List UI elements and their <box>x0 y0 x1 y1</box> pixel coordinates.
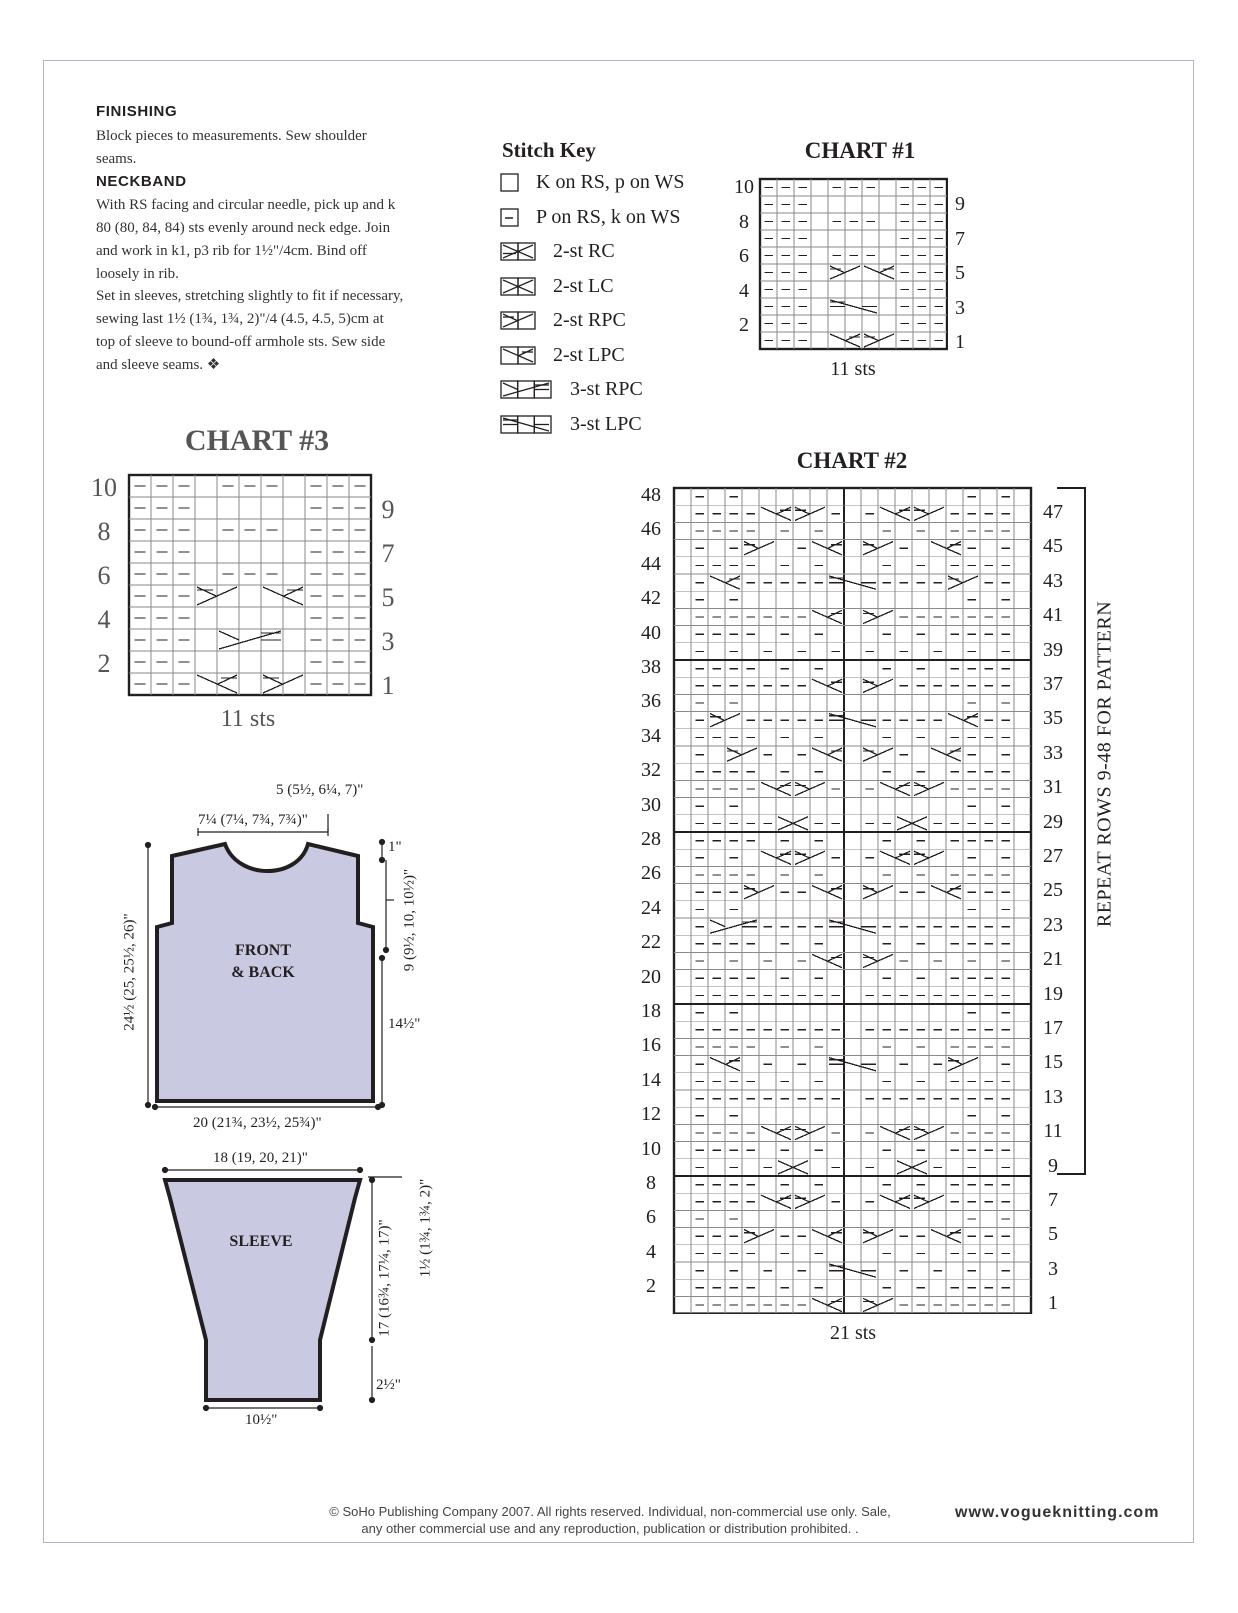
row-number: 28 <box>641 828 661 850</box>
stitch-key-label: K on RS, p on WS <box>536 171 685 193</box>
finishing-heading: FINISHING <box>96 103 178 120</box>
stitch-key-label: 3-st LPC <box>570 412 642 435</box>
stitch-key-label: P on RS, k on WS <box>536 205 681 228</box>
row-number: 16 <box>641 1034 661 1057</box>
neck-width-label: 5 (5½, 6¼, 7)" <box>276 782 364 798</box>
schematic-drawing <box>110 780 450 1420</box>
stitch-key-label: 2-st LPC <box>553 343 625 366</box>
row-number: 10 <box>91 473 117 502</box>
upper-arm-label: 18 (19, 20, 21)" <box>213 1150 308 1166</box>
row-number: 37 <box>1043 673 1063 695</box>
front-label: FRONT <box>235 942 291 959</box>
copyright-line-2: any other commercial use and any reproduction, publication or distribution prohibited. . <box>361 1521 859 1536</box>
row-number: 4 <box>739 279 749 302</box>
row-number: 19 <box>1043 982 1063 1005</box>
row-number: 43 <box>1043 569 1063 592</box>
cable-3st-lpc-mark <box>829 920 876 933</box>
row-number: 11 <box>1043 1120 1063 1143</box>
stitch-key-title: Stitch Key <box>502 138 596 162</box>
copyright-line-1: © SoHo Publishing Company 2007. All rights reserved. Individual, non-commercial use only. Sale, <box>329 1504 891 1519</box>
cable-3st-rpc-mark <box>710 920 757 933</box>
row-number: 3 <box>381 627 395 656</box>
knit-symbol-icon <box>500 173 519 193</box>
row-number: 42 <box>641 587 661 610</box>
cable-3st-lpc-mark <box>829 576 876 589</box>
chart2-title: CHART #2 <box>796 448 908 473</box>
row-number: 5 <box>955 262 965 284</box>
stitch-key-label: 2-st LC <box>553 274 614 297</box>
sleeve-label: SLEEVE <box>229 1233 293 1250</box>
side-length-label: 14½" <box>388 1016 421 1032</box>
row-number: 44 <box>641 552 661 575</box>
chart3-stitch-count: 11 sts <box>220 706 276 732</box>
row-number: 1 <box>381 671 395 700</box>
cuff-length-label: 2½" <box>376 1377 401 1393</box>
total-length-label: 24½ (25, 25½, 26)" <box>121 913 138 1031</box>
chart2-grid <box>672 486 1035 1314</box>
row-number: 27 <box>1043 845 1063 867</box>
row-number: 23 <box>1043 913 1063 936</box>
row-number: 34 <box>641 724 661 747</box>
row-number: 3 <box>1048 1257 1058 1280</box>
finishing-text: Block pieces to measurements. Sew shoulder seams. <box>96 128 367 167</box>
row-number: 29 <box>1043 810 1063 833</box>
row-number: 47 <box>1043 501 1063 523</box>
row-number: 30 <box>641 793 661 816</box>
row-number: 25 <box>1043 879 1063 902</box>
back-label: & BACK <box>231 964 295 981</box>
cable-3st-lpc-mark <box>829 1058 876 1071</box>
stitch-key-label: 2-st RPC <box>553 309 626 331</box>
row-number: 2 <box>646 1275 656 1298</box>
row-number: 10 <box>641 1137 661 1160</box>
cable-3st-lpc-mark <box>829 1264 876 1277</box>
row-number: 7 <box>1048 1189 1058 1211</box>
row-number: 7 <box>381 539 395 568</box>
row-number: 6 <box>646 1206 656 1229</box>
shoulder-drop-label: 1" <box>388 839 402 855</box>
row-number: 31 <box>1043 776 1063 799</box>
neckband-text: With RS facing and circular needle, pick up and k 80 (80, 84, 84) sts evenly around neck edge. Join and work in k1, p3 rib for 1½"/4cm. Bind off loosely in rib. <box>96 197 396 282</box>
row-number: 20 <box>641 965 661 988</box>
row-number: 8 <box>97 517 111 546</box>
row-number: 1 <box>1048 1292 1058 1315</box>
row-number: 13 <box>1043 1085 1063 1108</box>
stitch-key-label: 2-st RC <box>553 240 615 262</box>
row-number: 8 <box>739 210 749 233</box>
chart1-stitch-count: 11 sts <box>830 358 876 380</box>
chart1-grid <box>758 177 948 351</box>
row-number: 41 <box>1043 604 1063 627</box>
row-number: 10 <box>734 176 754 198</box>
row-number: 9 <box>1048 1154 1058 1177</box>
2st-lc-symbol-icon <box>500 277 536 297</box>
cable-3st-rpc-mark <box>219 631 281 649</box>
repeat-label: REPEAT ROWS 9-48 FOR PATTERN <box>1093 600 1116 928</box>
2st-rc-symbol-icon <box>500 242 536 262</box>
row-number: 2 <box>739 314 749 336</box>
3st-rpc-symbol-icon <box>500 380 552 400</box>
row-number: 46 <box>641 518 661 541</box>
chart2-stitch-count: 21 sts <box>829 1322 877 1344</box>
sleeve-length-label: 17 (16¾, 17¼, 17)" <box>376 1219 393 1337</box>
row-number: 6 <box>739 245 749 267</box>
row-number: 38 <box>641 656 661 678</box>
row-number: 48 <box>641 484 661 506</box>
3st-lpc-symbol-icon <box>500 415 552 435</box>
row-number: 35 <box>1043 707 1063 730</box>
row-number: 5 <box>381 583 395 612</box>
shoulder-width-label: 7¼ (7¼, 7¾, 7¾)" <box>198 812 308 828</box>
row-number: 26 <box>641 862 661 885</box>
2st-lpc-symbol-icon <box>500 346 536 366</box>
cap-depth-label: 1½ (1¾, 1¾, 2)" <box>417 1178 434 1278</box>
armhole-depth-label: 9 (9½, 10, 10½)" <box>401 868 418 972</box>
row-number: 1 <box>955 331 965 353</box>
neckband-heading: NECKBAND <box>96 173 187 190</box>
chart3-grid <box>127 473 375 697</box>
repeat-bracket <box>1055 486 1095 1178</box>
row-number: 22 <box>641 931 661 954</box>
cable-3st-lpc-mark <box>830 300 877 313</box>
row-number: 32 <box>641 759 661 782</box>
sleeve-piece <box>165 1180 360 1400</box>
row-number: 9 <box>381 495 395 524</box>
row-number: 6 <box>97 561 111 590</box>
row-number: 8 <box>646 1172 656 1194</box>
row-number: 15 <box>1043 1051 1063 1074</box>
row-number: 7 <box>955 227 965 250</box>
row-number: 14 <box>641 1068 661 1091</box>
row-number: 12 <box>641 1103 661 1126</box>
copyright-notice <box>290 1503 930 1537</box>
body-width-label: 20 (21¾, 23½, 25¾)" <box>193 1115 322 1131</box>
row-number: 39 <box>1043 638 1063 661</box>
cuff-width-label: 10½" <box>245 1412 278 1428</box>
row-number: 45 <box>1043 535 1063 558</box>
row-number: 21 <box>1043 948 1063 971</box>
row-number: 9 <box>955 193 965 215</box>
row-number: 40 <box>641 621 661 644</box>
stitch-key-label: 3-st RPC <box>570 378 643 400</box>
row-number: 5 <box>1048 1223 1058 1246</box>
row-number: 33 <box>1043 741 1063 764</box>
row-number: 36 <box>641 690 661 713</box>
row-number: 4 <box>97 605 111 634</box>
row-number: 3 <box>955 296 965 319</box>
sleeve-setting-text: Set in sleeves, stretching slightly to fit if necessary, sewing last 1½ (1¾, 1¾, 2)"/4 (4.5, 4.5, 5)cm at top of sleeve to bound-off armhole sts. Sew side and sleeve seams. ❖ <box>96 288 404 373</box>
front-back-label <box>213 940 313 984</box>
purl-symbol-icon <box>500 208 519 228</box>
row-number: 24 <box>641 896 661 919</box>
chart1-title: CHART #1 <box>804 138 916 163</box>
row-number: 4 <box>646 1240 656 1263</box>
chart3-title: CHART #3 <box>184 424 330 457</box>
cable-3st-lpc-mark <box>829 714 876 727</box>
row-number: 18 <box>641 1000 661 1022</box>
row-number: 17 <box>1043 1017 1063 1039</box>
2st-rpc-symbol-icon <box>500 311 536 331</box>
website-link[interactable]: www.vogueknitting.com <box>955 1504 1160 1521</box>
row-number: 2 <box>97 649 111 678</box>
